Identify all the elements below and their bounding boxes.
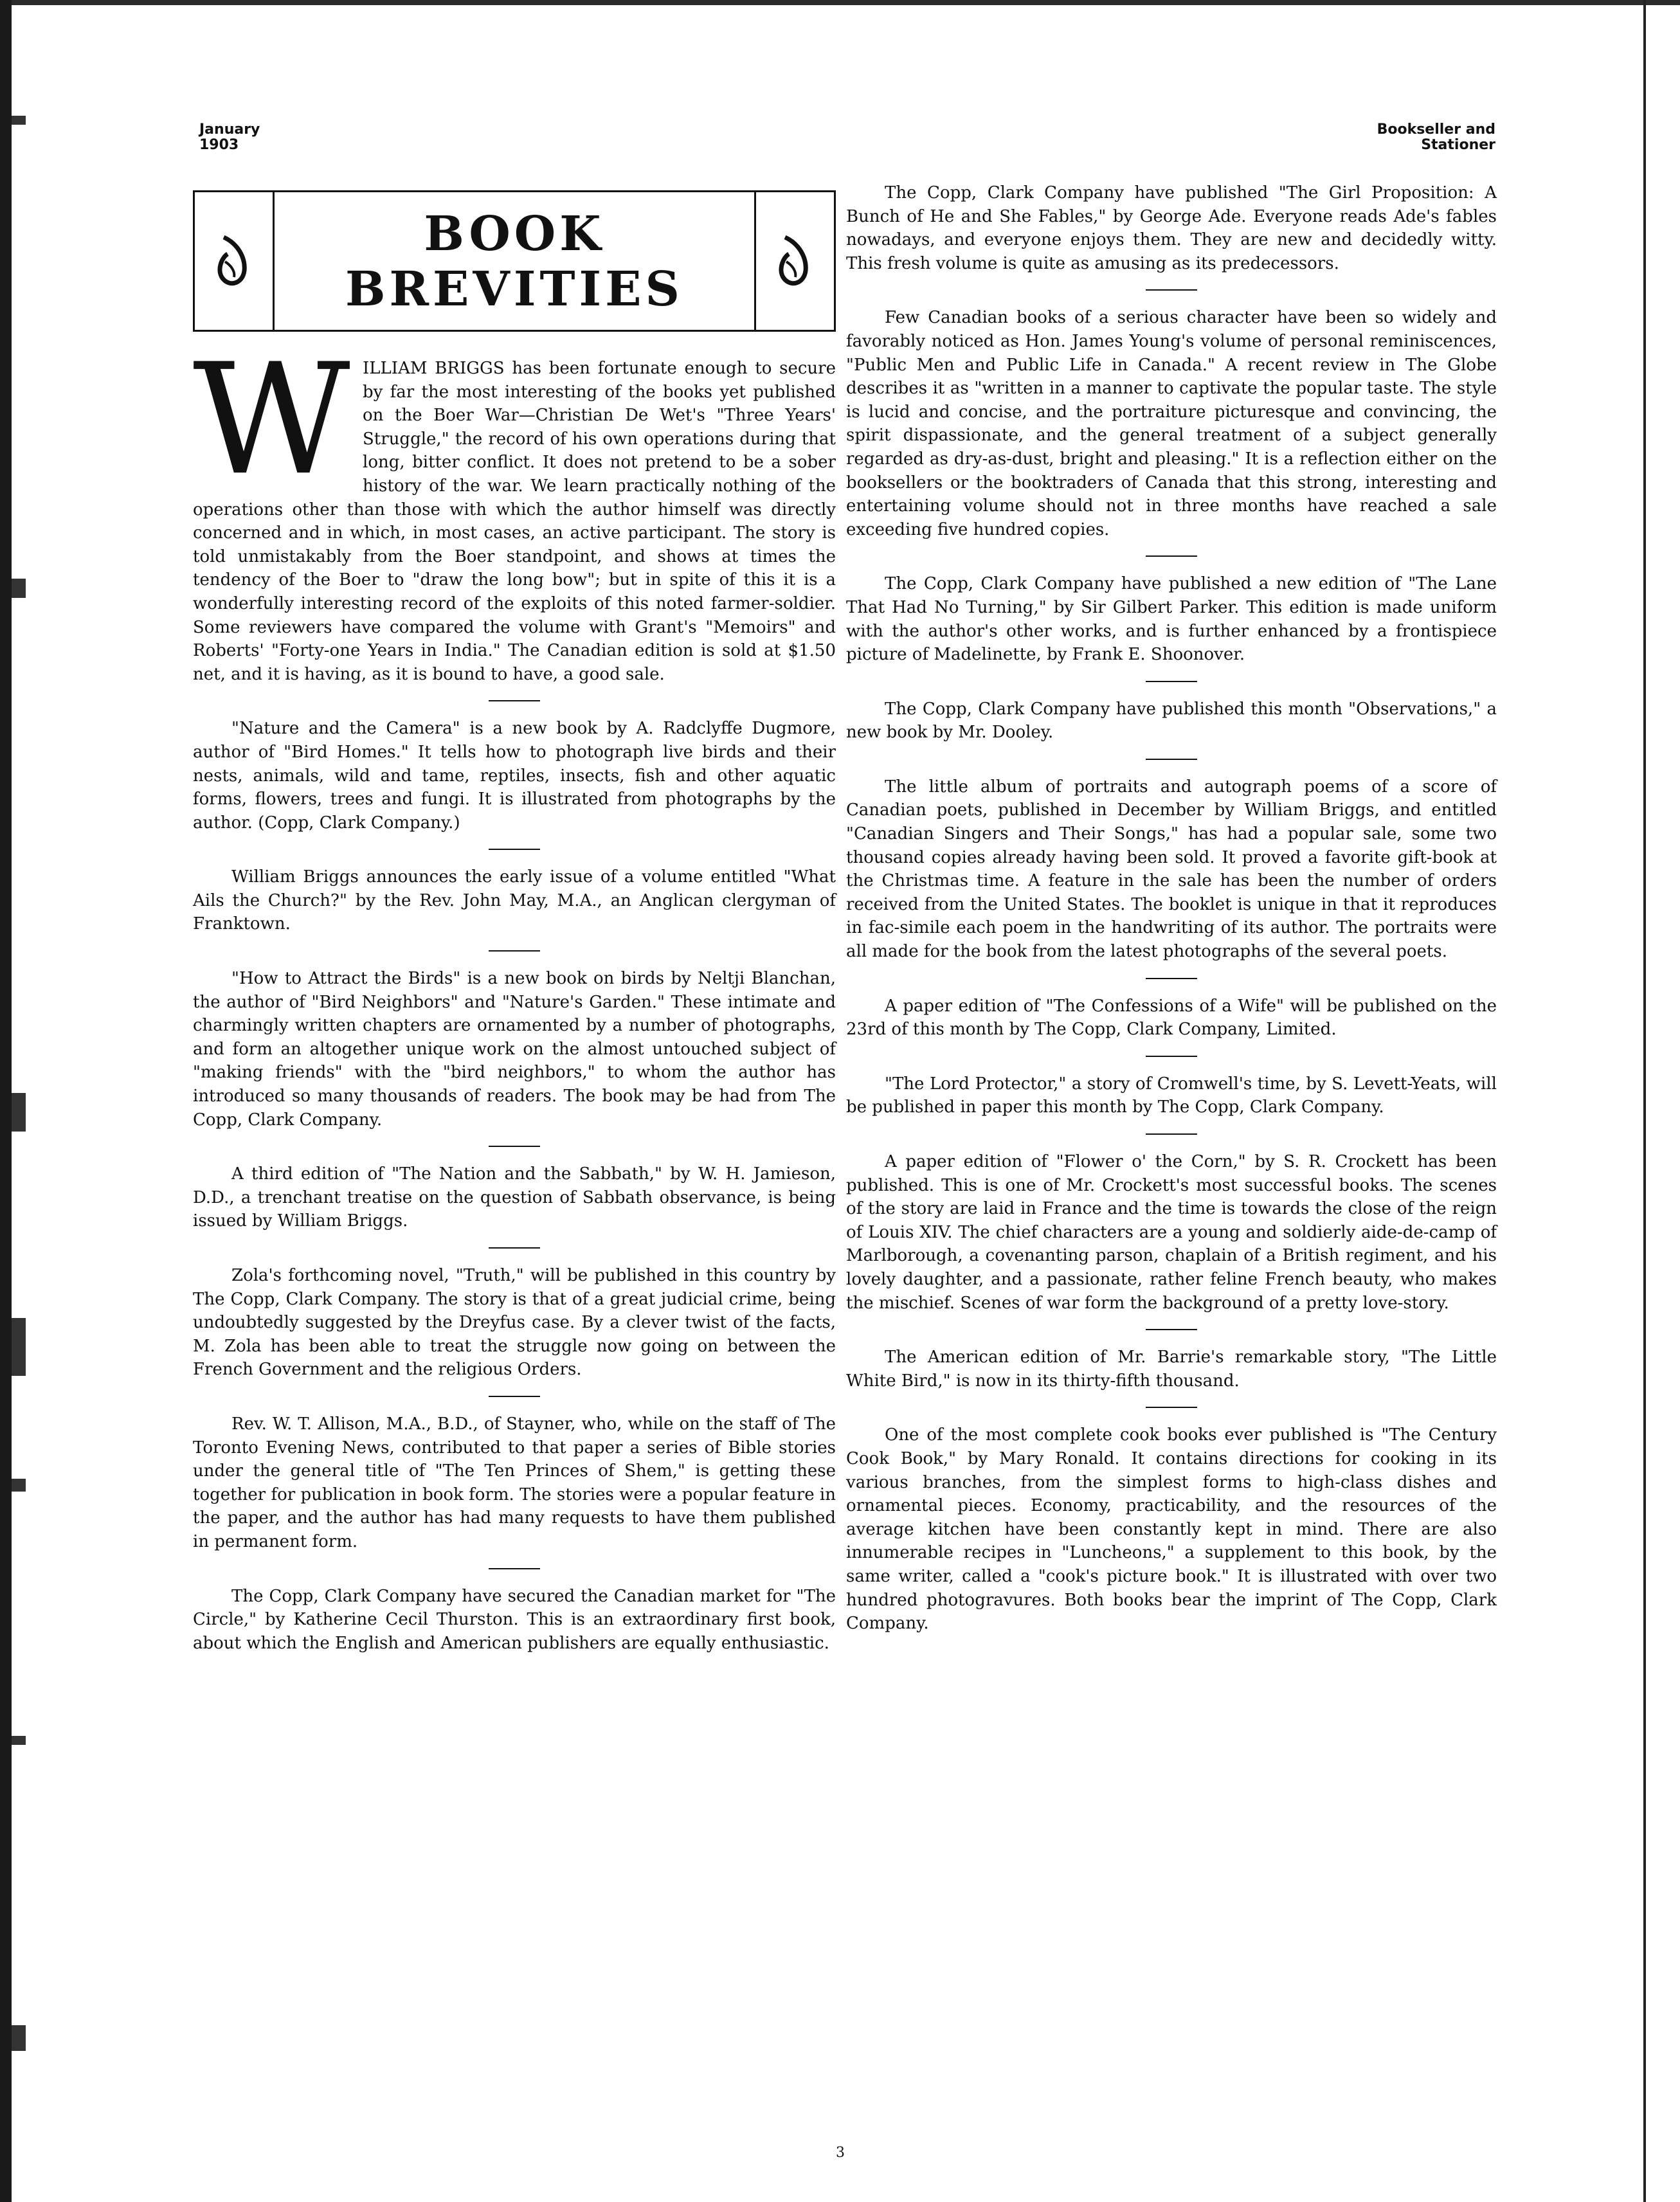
item-divider: [489, 1146, 540, 1147]
binding-marks: [0, 0, 39, 2202]
item-divider: [1146, 681, 1197, 682]
brevity-item: A third edition of "The Nation and the Sabbath," by W. H. Jamieson, D.D., a trenchant treatise on the question of Sabbath observance, is being issued by William Briggs.: [193, 1164, 836, 1231]
item-divider: [489, 950, 540, 952]
item-divider: [1146, 555, 1197, 557]
item-divider: [489, 700, 540, 701]
item-divider: [1146, 289, 1197, 291]
brevity-item: Few Canadian books of a serious character have been so widely and favorably noticed as Hon. James Young's volume of personal reminiscences, "Public Men and Public Life in Canada." A recent review in The Globe describes it as "written in a manner to captivate the popular taste. The style is lucid and concise, and the portraiture picturesque and convincing, the spirit dispassionate, and the general treatment of a subject generally regarded as dry-as-dust, bright and pleasing." It is a reflection either on the booksellers or the booktraders of Canada that this strong, interesting and entertaining volume should not in three months have reached a sale exceeding five hundred copies.: [846, 308, 1497, 539]
brevity-item: The Copp, Clark Company have secured the Canadian market for "The Circle," by Katherine Cecil Thurston. This is an extraordinary first book, about which the English and American publishers are equally enthusiastic.: [193, 1586, 836, 1653]
section-title: [275, 206, 754, 317]
item-divider: [489, 1568, 540, 1569]
running-head-date: [199, 122, 260, 153]
section-title-line2: BREVITIES: [345, 262, 683, 317]
brevity-item: Rev. W. T. Allison, M.A., B.D., of Stayner, who, while on the staff of The Toronto Evening News, contributed to that paper a series of Bible stories under the general title of "The Ten Princes of Shem," is getting these together for publication in book form. The stories were a popular feature in the paper, and the author has had many requests to have them published in permanent form.: [193, 1414, 836, 1551]
running-head-title-line1: Bookseller and: [1377, 122, 1495, 138]
item-divider: [1146, 1407, 1197, 1408]
page-number: 3: [836, 2145, 845, 2161]
brevity-item: Zola's forthcoming novel, "Truth," will be published in this country by The Copp, Clark Company. The story is that of a great judicial crime, being undoubtedly suggested by the Dreyfus case. By a clever twist of the facts, M. Zola has been able to treat the struggle now going on between the French Government and the religious Orders.: [193, 1266, 836, 1380]
brevity-item: "The Lord Protector," a story of Cromwell's time, by S. Levett-Yeats, will be published in paper this month by The Copp, Clark Company.: [846, 1074, 1497, 1117]
brevity-item: "How to Attract the Birds" is a new book on birds by Neltji Blanchan, the author of "Bird Neighbors" and "Nature's Garden." These intimate and charmingly written chapters are ornamented by a number of photographs, and form an altogether unique work on the almost untouched subject of "making friends" with the "bird neighbors," to whom the author has introduced so many thousands of readers. The book may be had from The Copp, Clark Company.: [193, 969, 836, 1130]
brevity-item: The Copp, Clark Company have published a new edition of "The Lane That Had No Turning," by Sir Gilbert Parker. This edition is made uniform with the author's other works, and is further enhanced by a frontispiece picture of Madelinette, by Frank E. Shoonover.: [846, 574, 1497, 665]
brevity-item: "Nature and the Camera" is a new book by A. Radclyffe Dugmore, author of "Bird Homes." It tells how to photograph live birds and their nests, animals, wild and tame, reptiles, insects, fish and other aquatic forms, flowers, trees and fungi. It is illustrated from photographs by the author. (Copp, Clark Company.): [193, 719, 836, 833]
brevity-item: The Copp, Clark Company have published "The Girl Proposition: A Bunch of He and She Fables," by George Ade. Everyone reads Ade's fables nowadays, and everyone enjoys them. They are new and decidedly witty. This fresh volume is quite as amusing as its predecessors.: [846, 183, 1497, 273]
item-divider: [1146, 1329, 1197, 1330]
brevity-item: William Briggs announces the early issue of a volume entitled "What Ails the Church?" by the Rev. John May, M.A., an Anglican clergyman of Franktown.: [193, 867, 836, 934]
item-divider: [489, 1396, 540, 1397]
item-divider: [489, 1247, 540, 1249]
item-divider: [1146, 1133, 1197, 1135]
running-head-year: 1903: [199, 137, 239, 153]
fleuron-icon: [773, 232, 816, 290]
masthead-right-panel: [754, 192, 834, 330]
item-divider: [1146, 978, 1197, 979]
running-head-month: January: [199, 122, 260, 138]
section-title-line1: BOOK: [424, 206, 605, 262]
running-head-title-line2: Stationer: [1421, 137, 1495, 153]
brevity-item: WILLIAM BRIGGS has been fortunate enough to secure by far the most interesting of the books yet published on the Boer War—Christian De Wet's "Three Years' Struggle," the record of his own operations during that long, bitter conflict. It does not pretend to be a sober history of the war. We learn practically nothing of the operations other than those with which the author himself was directly concerned and in which, in most cases, an active participant. The story is told unmistakably from the Boer standpoint, and shows at times the tendency of the Boer to "draw the long bow"; but in spite of this it is a wonderfully interesting record of the exploits of this noted farmer-soldier. Some reviewers have compared the volume with Grant's "Memoirs" and Roberts' "Forty-one Years in India." The Canadian edition is sold at $1.50 net, and it is having, as it is bound to have, a good sale.: [193, 331, 836, 684]
item-divider: [489, 849, 540, 850]
brevity-item: A paper edition of "Flower o' the Corn," by S. R. Crockett has been published. This is one of Mr. Crockett's most successful books. The scenes of the story are laid in France and the time is towards the close of the reign of Louis XIV. The chief characters are a young and soldierly aide-de-camp of Marlborough, a covenanting parson, chaplain of a British regiment, and his lovely daughter, and a passionate, rather feline French beauty, who makes the mischief. Scenes of war form the background of a pretty love-story.: [846, 1152, 1497, 1313]
brevity-item: A paper edition of "The Confessions of a Wife" will be published on the 23rd of this month by The Copp, Clark Company, Limited.: [846, 996, 1497, 1040]
brevity-item: The Copp, Clark Company have published this month "Observations," a new book by Mr. Dooley.: [846, 699, 1497, 743]
section-masthead: [193, 190, 836, 332]
item-divider: [1146, 1056, 1197, 1057]
left-column: [193, 331, 836, 1655]
drop-cap: W: [193, 331, 350, 509]
brevity-item: The American edition of Mr. Barrie's remarkable story, "The Little White Bird," is now in its thirty-fifth thousand.: [846, 1348, 1497, 1391]
scan-top-edge: [0, 0, 1680, 5]
brevity-item: The little album of portraits and autograph poems of a score of Canadian poets, published in December by William Briggs, and entitled "Canadian Singers and Their Songs," has had a popular sale, some two thousand copies already having been sold. It proved a favorite gift-book at the Christmas time. A feature in the sale has been the number of orders received from the United States. The booklet is unique in that it reproduces in fac-simile each poem in the handwriting of its author. The portraits were all made for the book from the latest photographs of the several poets.: [846, 777, 1497, 962]
right-column: [846, 181, 1497, 1636]
masthead-left-panel: [195, 192, 275, 330]
running-head-publication: [1357, 122, 1495, 153]
fleuron-icon: [212, 232, 255, 290]
item-divider: [1146, 759, 1197, 760]
scan-right-margin-line: [1643, 0, 1646, 2202]
brevity-item: One of the most complete cook books ever published is "The Century Cook Book," by Mary Ronald. It contains directions for cooking in its various branches, from the simplest forms to high-class dishes and ornamental pieces. Economy, practicability, and the resources of the average kitchen have been constantly kept in mind. There are also innumerable recipes in "Luncheons," a supplement to this book, by the same writer, called a "cook's picture book." It is illustrated with over two hundred photogravures. Both books bear the imprint of The Copp, Clark Company.: [846, 1425, 1497, 1634]
